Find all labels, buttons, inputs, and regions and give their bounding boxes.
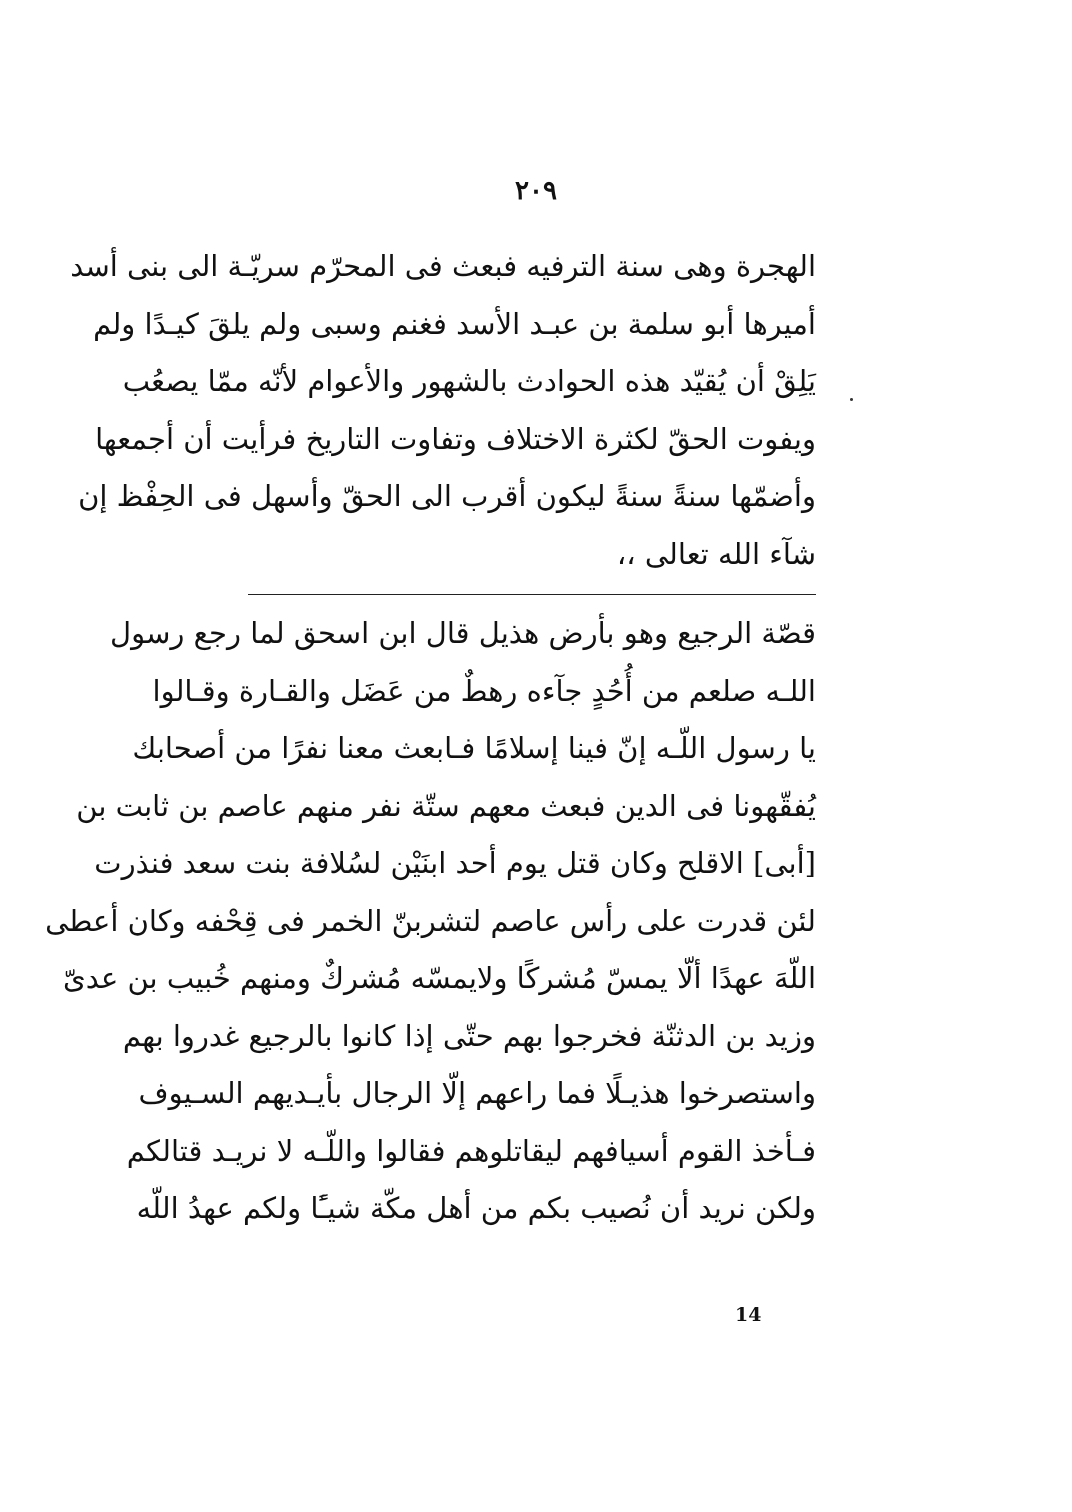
- text-line: واستصرخوا هذيـلًا فما راعهم إلّا الرجال بأيـديهم السـيوف: [138, 1076, 816, 1110]
- text-line: قصّة الرجيع وهو بأرض هذيل قال ابن اسحق لما رجع رسول: [110, 616, 816, 650]
- text-line: ولكن نريد أن نُصيب بكم من أهل مكّة شيـًٔا ولكم عهدُ اللّه: [136, 1191, 816, 1225]
- paragraph-bottom: [45, 605, 816, 1238]
- paragraph-top: [70, 238, 816, 583]
- signature-mark: 14: [735, 1304, 762, 1326]
- text-line: [أبى] الاقلح وكان قتل يوم أحد ابنَيْن لسُلافة بنت سعد فنذرت: [94, 846, 816, 880]
- text-line: يُفقّهونا فى الدين فبعث معهم ستّة نفر منهم عاصم بن ثابت بن: [76, 788, 816, 823]
- text-line: شآء الله تعالى ،،: [616, 536, 816, 571]
- margin-speck: [850, 398, 853, 401]
- text-line: اللـه صلعم من أُحُدٍ جآءه رهطٌ من عَضَل والقـارة وقـالوا: [152, 673, 816, 708]
- text-line: ويفوت الحقّ لكثرة الاختلاف وتفاوت التاريخ فرأيت أن أجمعها: [95, 421, 816, 456]
- text-line: وزيد بن الدثنّة فخرجوا بهم حتّى إذا كانوا بالرجيع غدروا بهم: [122, 1018, 816, 1053]
- text-line: أميرها أبو سلمة بن عبـد الأسد فغنم وسبى ولم يلقَ كيـدًا ولم: [93, 306, 816, 341]
- text-line: اللّهَ عهدًا ألّا يمسّ مُشركًا ولايمسّه مُشركٌ ومنهم خُبيب بن عدىّ: [63, 961, 816, 995]
- text-line: وأضمّها سنةً سنةً ليكون أقرب الى الحقّ وأسهل فى الحِفْظ إن: [78, 479, 816, 513]
- page-number: ٢٠٩: [515, 176, 557, 206]
- text-line: يَلِقْ أن يُقيّد هذه الحوادث بالشهور والأعوام لأنّه ممّا يصعُب: [122, 364, 816, 398]
- section-divider: [248, 594, 816, 595]
- text-line: الهجرة وهى سنة الترفيه فبعث فى المحرّم سريّـة الى بنى أسد: [70, 249, 816, 283]
- text-line: فـأخذ القوم أسيافهم ليقاتلوهم فقالوا واللّـه لا نريـد قتالكم: [126, 1133, 816, 1168]
- text-line: يا رسول اللّـه إنّ فينا إسلامًا فـابعث معنا نفرًا من أصحابك: [132, 731, 816, 765]
- text-line: لئن قدرت على رأس عاصم لتشربنّ الخمر فى قِحْفه وكان أعطى: [45, 903, 816, 938]
